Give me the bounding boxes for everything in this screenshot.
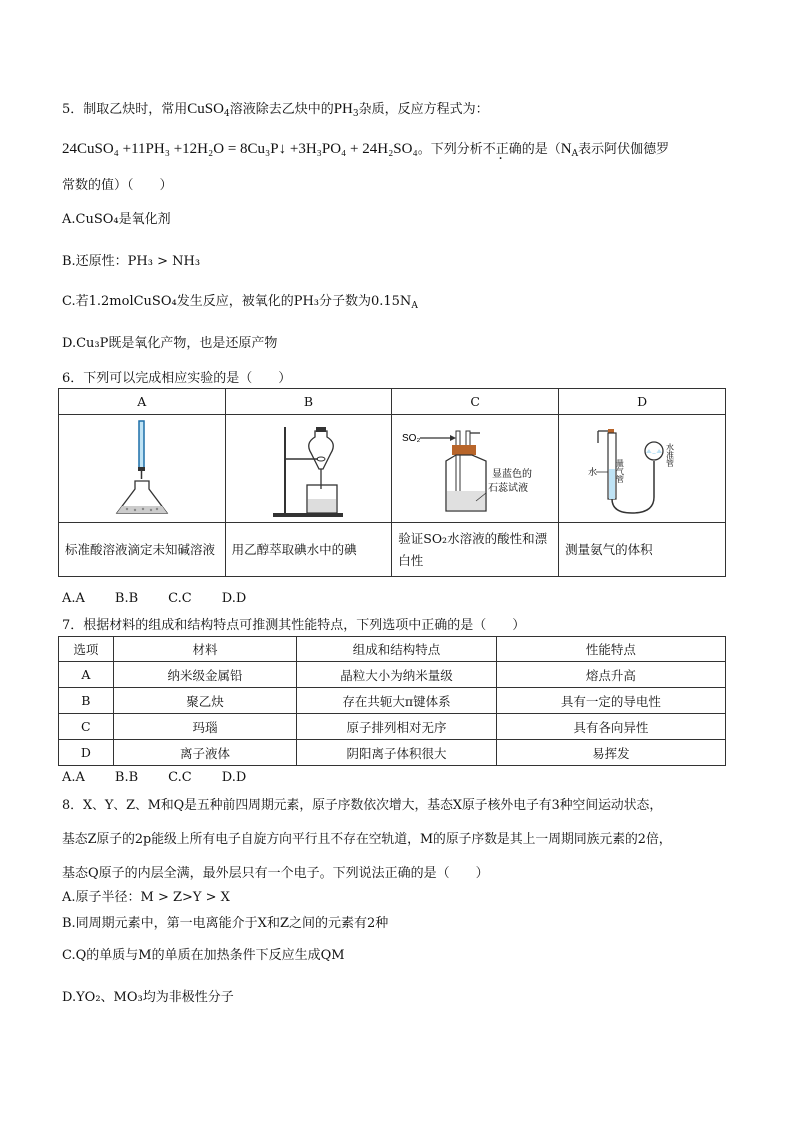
so2-label: SO₂ xyxy=(402,432,421,444)
q5-option-b: B.还原性：PH₃ > NH₃ xyxy=(62,254,201,269)
q8-stem-line1: 8．X、Y、Z、M和Q是五种前四周期元素，原子序数依次增大，基态X原子核外电子有3种空间运动状态， xyxy=(62,798,663,813)
q6-desc-a: 标准酸溶液滴定未知碱溶液 xyxy=(59,523,226,577)
water-label: 水 xyxy=(588,467,598,478)
q8-option-a: A.原子半径：M > Z>Y > X xyxy=(62,890,230,905)
table-row: A 纳米级金属铅 晶粒大小为纳米量级 熔点升高 xyxy=(59,662,726,688)
q6-option-d: D.D xyxy=(221,591,247,606)
q6-option-c: C.C xyxy=(168,591,192,606)
q6-table xyxy=(58,388,726,577)
gas-bottle-apparatus xyxy=(392,415,559,523)
q5-option-d: D.Cu₃P既是氧化产物，也是还原产物 xyxy=(62,336,278,351)
q6-header-b: B xyxy=(225,389,392,415)
q7-stem: 7．根据材料的组成和结构特点可推测其性能特点，下列选项中正确的是（ ） xyxy=(62,618,526,633)
q6-options xyxy=(62,591,276,606)
q5-option-c: C.若1.2molCuSO₄发生反应，被氧化的PH₃分子数为$0.15N_A$ xyxy=(62,294,418,311)
q6-option-b: B.B xyxy=(114,591,139,606)
q5-stem-end: 常数的值）（ ） xyxy=(62,178,173,193)
q7-option-d: D.D xyxy=(221,770,247,785)
q6-desc-c: 验证SO₂水溶液的酸性和漂白性 xyxy=(392,523,559,577)
level-tube-label: 水准管 xyxy=(665,442,675,467)
q7-options xyxy=(62,770,276,785)
emphasis-text: 不正确 xyxy=(482,142,522,157)
q8-stem-line3: 基态Q原子的内层全满，最外层只有一个电子。下列说法正确的是（ ） xyxy=(62,866,489,881)
litmus-label-2: 石蕊试液 xyxy=(488,482,529,494)
q6-desc-d: 测量氨气的体积 xyxy=(559,523,726,577)
gas-measure-apparatus xyxy=(559,415,726,523)
separatory-funnel-diagram xyxy=(263,419,353,519)
q6-header-d: D xyxy=(559,389,726,415)
q5-stem: 5．制取乙炔时，常用CuSO$_4$溶液除去乙炔中的$PH_3$杂质，反应方程式为： xyxy=(62,101,489,119)
litmus-label-1: 显蓝色的 xyxy=(492,468,533,480)
q8-option-d: D.YO₂、MO₃均为非极性分子 xyxy=(62,990,234,1005)
q8-stem-line2: 基态Z原子的2p能级上所有电子自旋方向平行且不存在空轨道，M的原子序数是其上一周期同族元素的2倍， xyxy=(62,832,672,847)
q5-equation: 24CuSO₄ +11PH₃ +12H₂O = 8Cu₃P↓ +3H₃PO₄ + 24H₂SO₄。下列分析不正确的是（$N_A$表示阿伏伽德罗 xyxy=(62,141,670,159)
table-row: B 聚乙炔 存在共轭大π键体系 具有一定的导电性 xyxy=(59,688,726,714)
q6-desc-b: 用乙醇萃取碘水中的碘 xyxy=(225,523,392,577)
q5-option-a: A.CuSO₄是氧化剂 xyxy=(62,212,171,227)
funnel-apparatus xyxy=(225,415,392,523)
q7-option-a: A.A xyxy=(62,770,85,785)
q7-option-b: B.B xyxy=(114,770,139,785)
table-row: D 离子液体 阴阳离子体积很大 易挥发 xyxy=(59,740,726,766)
q7-header-structure: 组成和结构特点 xyxy=(297,637,496,662)
q7-option-c: C.C xyxy=(168,770,192,785)
q7-header-property: 性能特点 xyxy=(496,637,725,662)
gas-washing-bottle-diagram xyxy=(400,419,550,519)
q6-header-c: C xyxy=(392,389,559,415)
q6-option-a: A.A xyxy=(62,591,85,606)
q6-stem: 6．下列可以完成相应实验的是（ ） xyxy=(62,371,292,386)
q8-option-c: C.Q的单质与M的单质在加热条件下反应生成QM xyxy=(62,948,345,963)
q7-header-material: 材料 xyxy=(113,637,297,662)
table-row: C 玛瑙 原子排列相对无序 具有各向异性 xyxy=(59,714,726,740)
q8-option-b: B.同周期元素中，第一电离能介于X和Z之间的元素有2种 xyxy=(62,916,389,931)
titration-apparatus xyxy=(59,415,226,523)
burette-flask-diagram xyxy=(107,419,177,519)
q6-header-a: A xyxy=(59,389,226,415)
q7-header-option: 选项 xyxy=(59,637,114,662)
gas-burette-diagram xyxy=(582,419,702,519)
q7-table xyxy=(58,636,726,766)
measure-tube-label: 量气管 xyxy=(615,458,625,483)
